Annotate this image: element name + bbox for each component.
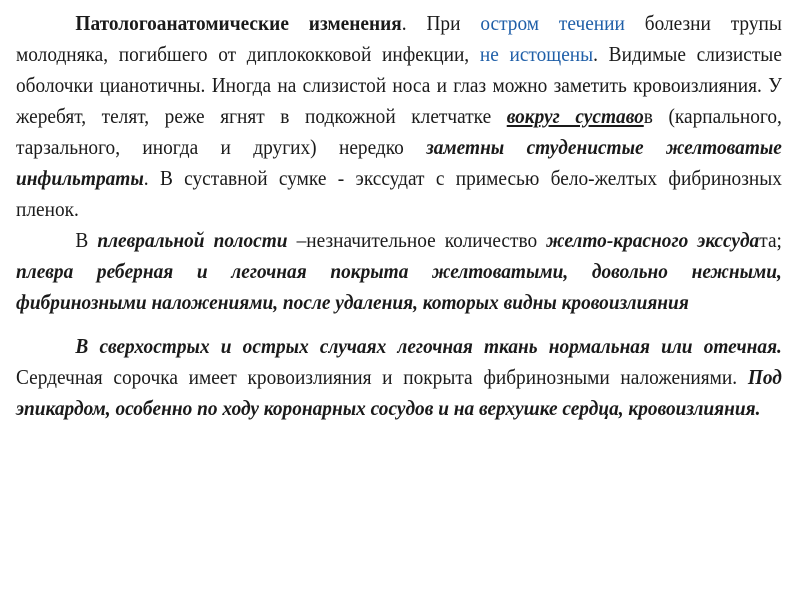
emphasis-pleura: плевра реберная и легочная покрыта желтоватыми, довольно нежными, фибринозными наложениями, после удаления, которых видны кровоизлияния <box>16 259 782 314</box>
emphasis-lung-tissue: В сверхострых и острых случаях легочная ткань нормальная или отечная. <box>75 334 782 358</box>
highlight-not-emaciated: не истощены <box>479 42 594 66</box>
emphasis-infiltrates: заметны студенистые желтоватые инфильтраты <box>16 135 782 190</box>
text-run: в (карпального, тарзального, иногда и других) нередко <box>16 104 782 159</box>
text-run: Сердечная сорочка имеет кровоизлияния и покрыта фибринозными наложениями. <box>16 365 748 389</box>
highlight-acute-course: остром течении <box>480 11 625 35</box>
text-run: та; <box>759 228 782 252</box>
section-heading: Патологоанатомические изменения <box>75 11 402 35</box>
paragraph-pleural-cavity <box>16 225 782 318</box>
emphasis-around-joints: вокруг суставо <box>506 104 644 128</box>
text-run: . Видимые слизистые оболочки цианотичны. Иногда на слизистой носа и глаз можно заметить кровоизлияния. У жеребят, телят, реже ягнят в подкожной клетчатке <box>16 42 782 128</box>
emphasis-epicardium: Под эпикардом, особенно по ходу коронарных сосудов и на верхушке сердца, кровоизлияния. <box>16 365 782 420</box>
text-run: . При <box>401 11 481 35</box>
document-page <box>16 8 782 424</box>
text-run: . В суставной сумке - экссудат с примесью бело-желтых фибринозных пленок. <box>16 166 782 221</box>
emphasis-pleural-cavity: плевральной полости <box>97 228 288 252</box>
paragraph-acute-cases <box>16 331 782 424</box>
text-run: болезни трупы молодняка, погибшего от диплококковой инфекции, <box>16 11 782 66</box>
text-run: –незначительное количество <box>287 228 547 252</box>
paragraph-pathology-changes <box>16 8 782 225</box>
text-run: В <box>75 228 98 252</box>
emphasis-exudate: желто-красного экссуда <box>546 228 760 252</box>
